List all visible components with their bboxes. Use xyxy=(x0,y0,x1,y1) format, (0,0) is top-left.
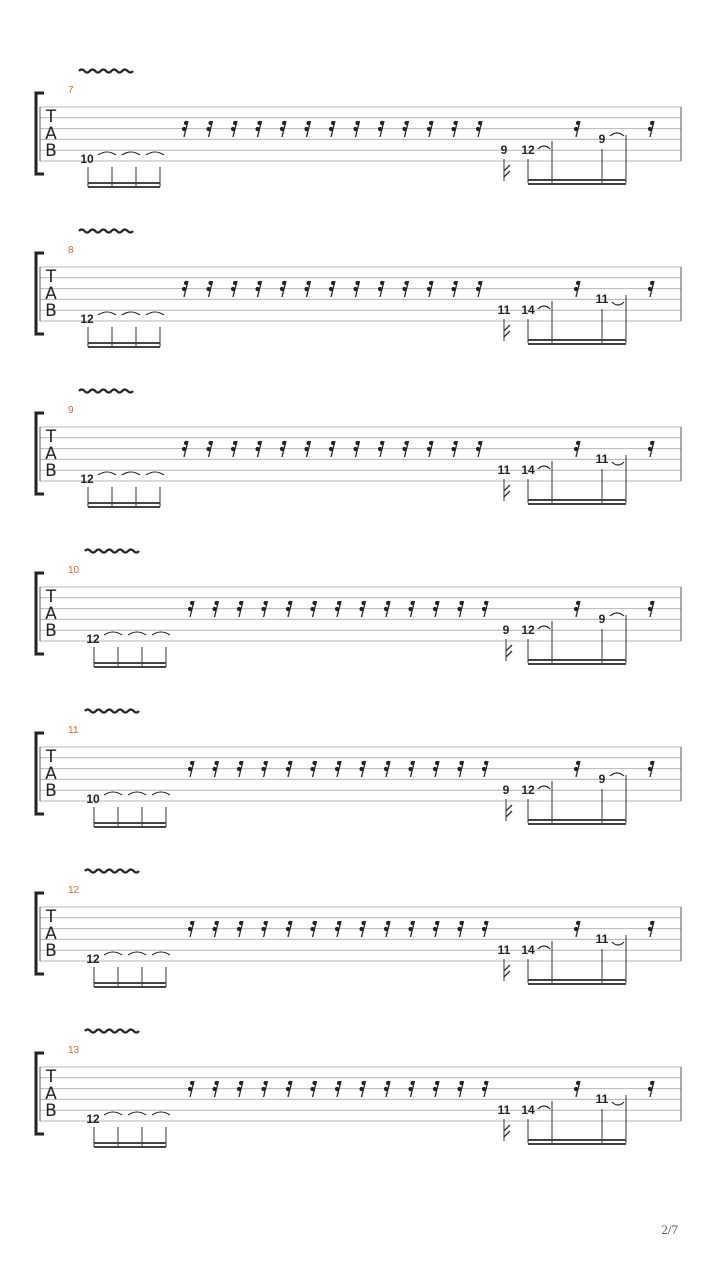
beam xyxy=(94,822,166,824)
beam xyxy=(528,659,626,661)
measure-number: 10 xyxy=(68,565,80,576)
beam xyxy=(528,819,626,821)
tab-clef-letter: A xyxy=(45,924,57,944)
measure-number: 11 xyxy=(68,725,79,736)
fret-number: 14 xyxy=(521,303,535,317)
tie-arc xyxy=(98,152,116,155)
tab-clef-letter: T xyxy=(45,587,57,607)
fret-number: 11 xyxy=(497,1103,511,1117)
fret-number: 11 xyxy=(497,303,511,317)
beam xyxy=(528,983,626,985)
tie-arc xyxy=(610,613,624,616)
beam xyxy=(94,986,166,988)
grace-flag xyxy=(506,645,512,657)
beam xyxy=(88,182,160,184)
beam xyxy=(528,183,626,185)
tab-system xyxy=(36,70,681,189)
tab-clef-letter: A xyxy=(45,1084,57,1104)
tab-clef-letter: T xyxy=(45,267,57,287)
fret-number: 9 xyxy=(598,612,606,626)
tab-system xyxy=(36,390,681,509)
fret-number: 12 xyxy=(521,143,535,157)
tie-arc xyxy=(146,472,164,475)
grace-flag xyxy=(504,1125,510,1137)
fret-number: 14 xyxy=(521,463,535,477)
fret-number: 12 xyxy=(521,783,535,797)
tie-arc xyxy=(538,146,550,149)
fret-number: 12 xyxy=(86,632,100,646)
fret-number: 12 xyxy=(86,1112,100,1126)
beam xyxy=(94,1142,166,1144)
tab-clef-letter: B xyxy=(45,941,57,961)
tie-arc xyxy=(104,1112,122,1115)
grace-flag xyxy=(504,485,510,497)
tab-clef-letter: T xyxy=(45,427,57,447)
tie-arc xyxy=(122,312,140,315)
beam xyxy=(528,1143,626,1145)
tab-system xyxy=(36,1030,681,1149)
tie-arc xyxy=(128,632,146,635)
fret-number: 12 xyxy=(80,312,94,326)
tie-arc xyxy=(152,1112,170,1115)
tie-arc xyxy=(610,773,624,776)
page-number: 2/7 xyxy=(661,1222,678,1237)
tab-clef-letter: A xyxy=(45,604,57,624)
fret-number: 12 xyxy=(521,623,535,637)
beam xyxy=(94,826,166,828)
vibrato-mark xyxy=(85,870,139,873)
vibrato-mark xyxy=(85,710,139,713)
tab-clef-letter: A xyxy=(45,284,57,304)
tie-arc xyxy=(610,133,624,136)
fret-number: 14 xyxy=(521,943,535,957)
fret-number: 11 xyxy=(497,463,511,477)
tab-system xyxy=(36,870,681,989)
tie-arc xyxy=(538,626,550,629)
tab-clef-letter: B xyxy=(45,621,57,641)
tie-arc xyxy=(152,952,170,955)
fret-number: 11 xyxy=(497,943,511,957)
tie-arc xyxy=(538,306,550,309)
tie-arc xyxy=(152,632,170,635)
tie-arc xyxy=(538,466,550,469)
vibrato-mark xyxy=(79,390,133,393)
fret-number: 11 xyxy=(595,452,609,466)
beam xyxy=(94,1146,166,1148)
tab-clef-letter: A xyxy=(45,124,57,144)
tab-system xyxy=(36,230,681,349)
tie-arc xyxy=(538,786,550,789)
fret-number: 10 xyxy=(80,152,94,166)
tab-clef-letter: T xyxy=(45,747,57,767)
tab-clef-letter: B xyxy=(45,301,57,321)
tie-arc xyxy=(538,946,550,949)
tab-system xyxy=(36,550,681,669)
fret-number: 11 xyxy=(595,932,609,946)
fret-number: 9 xyxy=(598,772,606,786)
measure-number: 9 xyxy=(68,405,74,416)
beam xyxy=(528,663,626,665)
tie-arc xyxy=(612,1102,624,1105)
grace-flag xyxy=(506,805,512,817)
tie-arc xyxy=(98,312,116,315)
tie-arc xyxy=(98,472,116,475)
vibrato-mark xyxy=(85,1030,139,1033)
tie-arc xyxy=(146,152,164,155)
beam xyxy=(88,506,160,508)
tab-clef-letter: B xyxy=(45,781,57,801)
tie-arc xyxy=(104,952,122,955)
tab-clef-letter: B xyxy=(45,461,57,481)
beam xyxy=(94,662,166,664)
beam xyxy=(528,823,626,825)
fret-number: 9 xyxy=(598,132,606,146)
beam xyxy=(528,343,626,345)
grace-flag xyxy=(504,965,510,977)
tab-clef-letter: T xyxy=(45,907,57,927)
vibrato-mark xyxy=(79,70,133,73)
fret-number: 11 xyxy=(595,1092,609,1106)
tie-arc xyxy=(104,632,122,635)
fret-number: 9 xyxy=(502,783,510,797)
measure-number: 7 xyxy=(68,85,74,96)
fret-number: 12 xyxy=(80,472,94,486)
beam xyxy=(88,186,160,188)
fret-number: 9 xyxy=(500,143,508,157)
measure-number: 13 xyxy=(68,1045,80,1056)
beam xyxy=(94,982,166,984)
vibrato-mark xyxy=(79,230,133,233)
grace-flag xyxy=(504,165,510,177)
tab-clef-letter: B xyxy=(45,141,57,161)
measure-number: 8 xyxy=(68,245,74,256)
beam xyxy=(94,666,166,668)
tie-arc xyxy=(104,792,122,795)
fret-number: 9 xyxy=(502,623,510,637)
beam xyxy=(528,179,626,181)
tie-arc xyxy=(146,312,164,315)
measure-number: 12 xyxy=(68,885,80,896)
tab-system xyxy=(36,710,681,829)
tab-clef-letter: A xyxy=(45,764,57,784)
vibrato-mark xyxy=(85,550,139,553)
tie-arc xyxy=(538,1106,550,1109)
tab-clef-letter: T xyxy=(45,1067,57,1087)
fret-number: 10 xyxy=(86,792,100,806)
fret-number: 14 xyxy=(521,1103,535,1117)
tie-arc xyxy=(122,152,140,155)
beam xyxy=(88,342,160,344)
tab-clef-letter: A xyxy=(45,444,57,464)
fret-number: 12 xyxy=(86,952,100,966)
tie-arc xyxy=(128,952,146,955)
tie-arc xyxy=(612,942,624,945)
grace-flag xyxy=(504,325,510,337)
tab-clef-letter: B xyxy=(45,1101,57,1121)
beam xyxy=(88,502,160,504)
fret-number: 11 xyxy=(595,292,609,306)
tie-arc xyxy=(612,462,624,465)
beam xyxy=(528,503,626,505)
beam xyxy=(528,499,626,501)
beam xyxy=(528,979,626,981)
tie-arc xyxy=(128,1112,146,1115)
tab-clef-letter: T xyxy=(45,107,57,127)
beam xyxy=(88,346,160,348)
tie-arc xyxy=(152,792,170,795)
beam xyxy=(528,339,626,341)
beam xyxy=(528,1139,626,1141)
tie-arc xyxy=(122,472,140,475)
tie-arc xyxy=(128,792,146,795)
tie-arc xyxy=(612,302,624,305)
